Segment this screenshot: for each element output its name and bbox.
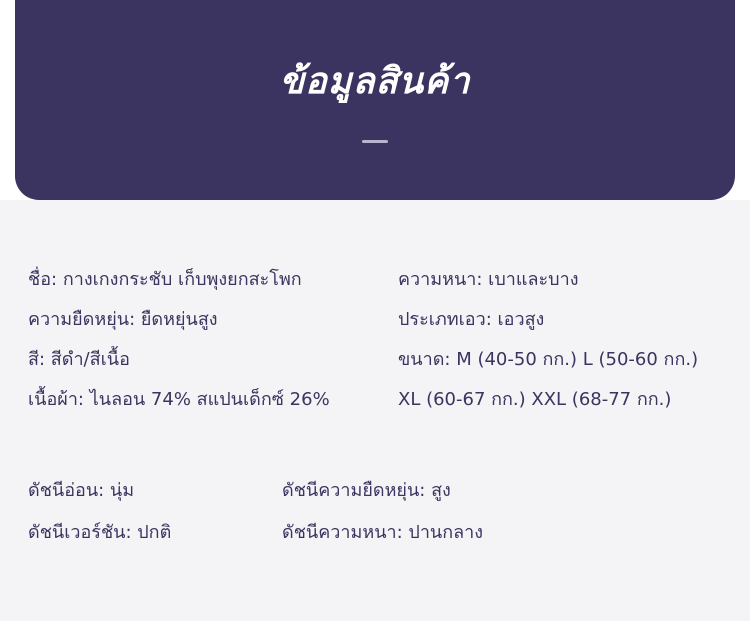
details-body	[0, 200, 750, 621]
index-line: ดัชนีเวอร์ชัน: ปกติ	[28, 522, 172, 543]
spec-line: XL (60-67 กก.) XXL (68-77 กก.)	[398, 389, 672, 410]
index-line: ดัชนีความหนา: ปานกลาง	[282, 522, 484, 543]
spec-line: ความหนา: เบาและบาง	[398, 269, 579, 290]
index-line: ดัชนีอ่อน: นุ่ม	[28, 480, 135, 501]
title-divider	[362, 140, 388, 143]
spec-line: ขนาด: M (40-50 กก.) L (50-60 กก.)	[398, 349, 699, 370]
spec-column-right	[398, 260, 748, 420]
spec-line: เนื้อผ้า: ไนลอน 74% สแปนเด็กซ์ 26%	[28, 389, 330, 410]
spec-line: ความยืดหยุ่น: ยืดหยุ่นสูง	[28, 309, 218, 330]
spec-line: ชื่อ: กางเกงกระชับ เก็บพุงยกสะโพก	[28, 269, 302, 290]
spec-line: ประเภทเอว: เอวสูง	[398, 309, 545, 330]
page-title: ข้อมูลสินค้า	[279, 61, 471, 102]
header-band	[15, 0, 735, 200]
spec-column-left	[28, 260, 388, 420]
index-line: ดัชนีความยืดหยุ่น: สูง	[282, 480, 451, 501]
spec-line: สี: สีดำ/สีเนื้อ	[28, 349, 130, 370]
index-column-right	[282, 470, 702, 554]
index-column-left	[28, 470, 278, 554]
